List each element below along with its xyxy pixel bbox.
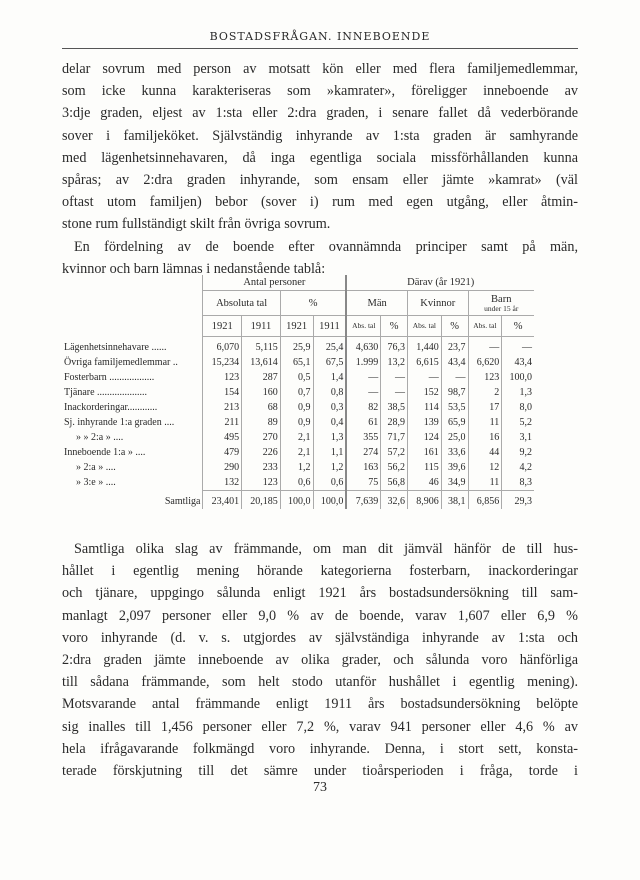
table-row (62, 430, 534, 445)
col-man-abs: Abs. tal (346, 316, 380, 337)
cell: 132 (203, 475, 242, 491)
text-line: terade förskjutning till det sämre under tioårsperioden i fråga, torde i (62, 762, 578, 779)
table-row (62, 400, 534, 415)
cell: 1,2 (313, 460, 346, 475)
header-darav: Därav (år 1921) (346, 275, 534, 291)
header-rule (62, 48, 578, 49)
cell: — (381, 370, 408, 385)
row-label: » 2:a » .... (62, 460, 203, 475)
cell: 6,620 (468, 355, 502, 370)
cell: — (468, 337, 502, 356)
text-line: till sådana främmande, som helt stodo utanför hushållet i egentlig mening). (62, 674, 578, 691)
cell: 28,9 (381, 415, 408, 430)
cell: 0,4 (313, 415, 346, 430)
text-line: delar sovrum med person av motsatt kön eller med flera familjemedlemmar, (62, 61, 578, 77)
text-line: Motsvarande antal främmande enligt 1911 års bostadsundersökning belöpte (62, 696, 578, 713)
cell: 33,6 (441, 445, 468, 460)
table-row (62, 475, 534, 491)
text-line: kvinnor och barn lämnas i nedanstående tablå: (62, 260, 326, 277)
cell: 12 (468, 460, 502, 475)
cell: 8,0 (502, 400, 534, 415)
cell: 114 (407, 400, 441, 415)
cell: 61 (346, 415, 380, 430)
cell: 6,070 (203, 337, 242, 356)
header-antal: Antal personer (203, 275, 346, 291)
cell: 123 (203, 370, 242, 385)
cell: 23,7 (441, 337, 468, 356)
cell: 233 (242, 460, 281, 475)
col-1911-abs: 1911 (242, 316, 281, 337)
cell: — (381, 385, 408, 400)
cell: 154 (203, 385, 242, 400)
cell: 495 (203, 430, 242, 445)
row-label: Samtliga (62, 491, 203, 510)
cell: 11 (468, 475, 502, 491)
cell: 355 (346, 430, 380, 445)
row-label: Inackorderingar............ (62, 400, 203, 415)
col-kv-pct: % (441, 316, 468, 337)
table-row (62, 355, 534, 370)
cell: 56,2 (381, 460, 408, 475)
running-header: BOSTADSFRÅGAN. INNEBOENDE (209, 30, 431, 43)
col-1911-pct: 1911 (313, 316, 346, 337)
cell: 0,9 (280, 415, 313, 430)
text-line: Samtliga olika slag av främmande, om man dit jämväl hänför de till hus- (74, 541, 578, 557)
cell: 3,1 (502, 430, 534, 445)
text-line: med lägenhetsinnehavaren, då inga egentliga sociala missförhållanden kunna (62, 149, 578, 166)
cell: 23,401 (203, 491, 242, 510)
cell: 0,9 (280, 400, 313, 415)
cell: — (407, 370, 441, 385)
text-line: 3:dje graden, eljest av 1:sta eller 2:dra graden, i senare fallet då vederbörande (62, 105, 578, 122)
row-label: Inneboende 1:a » .... (62, 445, 203, 460)
cell: 32,6 (381, 491, 408, 510)
cell: 9,2 (502, 445, 534, 460)
cell: 20,185 (242, 491, 281, 510)
cell: 0,3 (313, 400, 346, 415)
cell: 0,7 (280, 385, 313, 400)
text-line: oftast utom familjen) bebor (sover i) rum med egen utgång, eller åtmin- (62, 194, 578, 211)
text-line: sig inalles till 1,456 personer eller 7,2 %, varav 941 personer eller 4,6 % av (62, 718, 578, 735)
cell: 0,5 (280, 370, 313, 385)
text-line: voro inhyrande (d. v. s. utgjordes av självständiga inhyrande av 1:sta och (62, 629, 578, 646)
col-man-pct: % (381, 316, 408, 337)
text-line: hela ifrågavarande folkmängd voro inhyrande. Denna, i stort sett, konsta- (62, 740, 578, 757)
cell: 274 (346, 445, 380, 460)
cell: 1,3 (502, 385, 534, 400)
cell: 6,856 (468, 491, 502, 510)
header-kvinnor: Kvinnor (407, 291, 468, 316)
text-block-top (62, 58, 578, 280)
table-row (62, 370, 534, 385)
cell: 56,8 (381, 475, 408, 491)
cell: 100,0 (313, 491, 346, 510)
cell: 0,6 (280, 475, 313, 491)
cell: 4,2 (502, 460, 534, 475)
cell: 8,906 (407, 491, 441, 510)
text-line: och tjänare, uppgingo sålunda enligt 1921 års bostadsundersökning till sam- (62, 585, 578, 602)
cell: 46 (407, 475, 441, 491)
table-row (62, 415, 534, 430)
cell: 68 (242, 400, 281, 415)
header-man: Män (346, 291, 407, 316)
row-label: Tjänare .................... (62, 385, 203, 400)
text-block-bottom (62, 538, 578, 782)
table-row (62, 337, 534, 356)
row-label: Sj. inhyrande 1:a graden .... (62, 415, 203, 430)
cell: 13,2 (381, 355, 408, 370)
cell: — (346, 385, 380, 400)
cell: 89 (242, 415, 281, 430)
cell: 82 (346, 400, 380, 415)
text-line: spåras; av 2:dra graden inhyrande, som ensam eller jämte »kamrat» (väl (62, 171, 578, 188)
cell: 11 (468, 415, 502, 430)
col-1921-abs: 1921 (203, 316, 242, 337)
cell: 287 (242, 370, 281, 385)
cell: 43,4 (441, 355, 468, 370)
cell: 2,1 (280, 430, 313, 445)
cell: 16 (468, 430, 502, 445)
col-1921-pct: 1921 (280, 316, 313, 337)
cell: 1,3 (313, 430, 346, 445)
table-row (62, 460, 534, 475)
cell: 123 (468, 370, 502, 385)
cell: 270 (242, 430, 281, 445)
cell: 7,639 (346, 491, 380, 510)
cell: 1,4 (313, 370, 346, 385)
cell: 65,1 (280, 355, 313, 370)
header-barn (468, 291, 534, 316)
row-label: Fosterbarn .................. (62, 370, 203, 385)
cell: 38,5 (381, 400, 408, 415)
row-label: » 3:e » .... (62, 475, 203, 491)
cell: 57,2 (381, 445, 408, 460)
cell: 6,615 (407, 355, 441, 370)
col-barn-pct: % (502, 316, 534, 337)
cell: 100,0 (502, 370, 534, 385)
page-number: 73 (313, 780, 327, 795)
cell: 0,8 (313, 385, 346, 400)
cell: 5,2 (502, 415, 534, 430)
cell: 123 (242, 475, 281, 491)
text-line: manlagt 2,097 personer eller 9,0 % av de boende, varav 1,607 eller 6,9 % (62, 607, 578, 624)
cell: 29,3 (502, 491, 534, 510)
text-line: hållet i egentlig mening hörande kategorierna fosterbarn, inackorderingar (62, 563, 578, 580)
cell: 67,5 (313, 355, 346, 370)
cell: 38,1 (441, 491, 468, 510)
col-barn-abs: Abs. tal (468, 316, 502, 337)
cell: — (346, 370, 380, 385)
cell: 53,5 (441, 400, 468, 415)
cell: 71,7 (381, 430, 408, 445)
cell: 1.999 (346, 355, 380, 370)
text-line: 2:dra graden jämte inneboende av olika grader, och sålunda voro hänförliga (62, 651, 578, 668)
row-label: » » 2:a » .... (62, 430, 203, 445)
cell: 1,2 (280, 460, 313, 475)
row-label: Lägenhetsinnehavare ...... (62, 337, 203, 356)
cell: 163 (346, 460, 380, 475)
cell: 15,234 (203, 355, 242, 370)
cell: 25,9 (280, 337, 313, 356)
cell: 290 (203, 460, 242, 475)
data-table (62, 275, 534, 509)
cell: 160 (242, 385, 281, 400)
cell: — (502, 337, 534, 356)
table-row (62, 445, 534, 460)
cell: 39,6 (441, 460, 468, 475)
cell: 25,4 (313, 337, 346, 356)
cell: 100,0 (280, 491, 313, 510)
total-row (62, 491, 534, 510)
text-line: stone rum fullständigt skilt från övriga sovrum. (62, 216, 331, 233)
cell: 0,6 (313, 475, 346, 491)
header-barn-sub: under 15 år (484, 303, 519, 313)
cell: 2 (468, 385, 502, 400)
cell: 75 (346, 475, 380, 491)
cell: 65,9 (441, 415, 468, 430)
cell: 161 (407, 445, 441, 460)
cell: 17 (468, 400, 502, 415)
cell: 124 (407, 430, 441, 445)
cell: 76,3 (381, 337, 408, 356)
cell: 152 (407, 385, 441, 400)
cell: 1,440 (407, 337, 441, 356)
cell: 8,3 (502, 475, 534, 491)
cell: 213 (203, 400, 242, 415)
header-pct: % (280, 291, 346, 316)
cell: 43,4 (502, 355, 534, 370)
cell: 13,614 (242, 355, 281, 370)
row-label: Övriga familjemedlemmar .. (62, 355, 203, 370)
cell: 2,1 (280, 445, 313, 460)
col-kv-abs: Abs. tal (407, 316, 441, 337)
text-line: som icke kunna karakteriseras som »kamrater», föreligger inneboende av (62, 83, 578, 100)
header-abs: Absoluta tal (203, 291, 280, 316)
cell: 4,630 (346, 337, 380, 356)
cell: 1,1 (313, 445, 346, 460)
cell: 226 (242, 445, 281, 460)
cell: 44 (468, 445, 502, 460)
table-row (62, 385, 534, 400)
cell: — (441, 370, 468, 385)
text-line: sover i familjeköket. Självständig inhyrande av 1:sta graden är samhyrande (62, 127, 578, 144)
cell: 479 (203, 445, 242, 460)
cell: 139 (407, 415, 441, 430)
header-barn-label: Barn (491, 293, 512, 305)
cell: 34,9 (441, 475, 468, 491)
cell: 211 (203, 415, 242, 430)
text-line: En fördelning av de boende efter ovannämnda principer samt på män, (74, 238, 578, 255)
cell: 5,115 (242, 337, 281, 356)
cell: 25,0 (441, 430, 468, 445)
cell: 98,7 (441, 385, 468, 400)
cell: 115 (407, 460, 441, 475)
